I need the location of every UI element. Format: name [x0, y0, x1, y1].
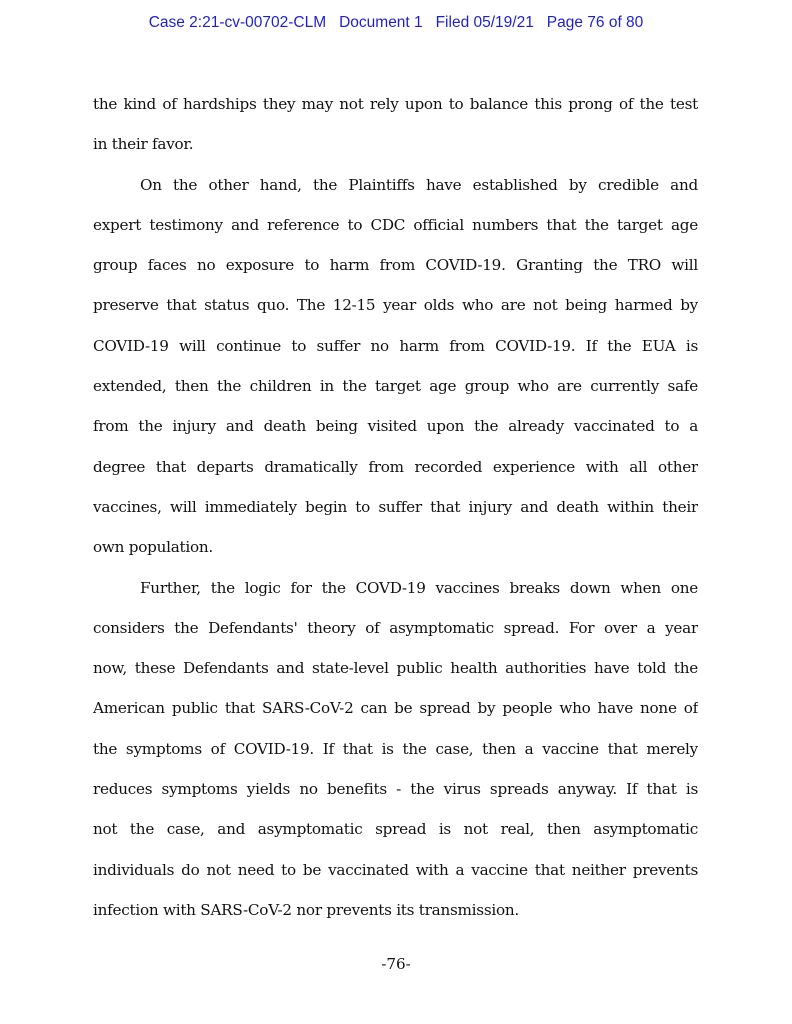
- text-line: degree that departs dramatically from recorded experience with all other: [93, 457, 698, 476]
- text-line: individuals do not need to be vaccinated with a vaccine that neither prevents: [93, 860, 698, 879]
- text-line: American public that SARS-CoV-2 can be spread by people who have none of: [93, 699, 698, 718]
- case-number: Case 2:21-cv-00702-CLM: [148, 14, 327, 31]
- text-line: not the case, and asymptomatic spread is not real, then asymptomatic: [93, 820, 698, 839]
- text-line: reduces symptoms yields no benefits - the virus spreads anyway. If that is: [93, 780, 698, 799]
- text-line: now, these Defendants and state-level public health authorities have told the: [93, 659, 698, 678]
- text-line: Further, the logic for the COVD-19 vaccines breaks down when one: [140, 578, 698, 597]
- document-number: Document 1: [339, 14, 423, 31]
- paragraph-3: [93, 568, 698, 931]
- text-line: the symptoms of COVID-19. If that is the case, then a vaccine that merely: [93, 739, 698, 758]
- text-line: from the injury and death being visited upon the already vaccinated to a: [93, 417, 698, 436]
- page-indicator: Page 76 of 80: [546, 14, 644, 31]
- text-line: extended, then the children in the target age group who are currently safe: [93, 377, 698, 396]
- text-line: own population.: [93, 538, 213, 557]
- text-line: infection with SARS-CoV-2 nor prevents its transmission.: [93, 900, 519, 919]
- text-line: preserve that status quo. The 12-15 year olds who are not being harmed by: [93, 296, 698, 315]
- page-number: -76-: [381, 955, 411, 973]
- filed-date: Filed 05/19/21: [435, 14, 534, 31]
- text-line: vaccines, will immediately begin to suffer that injury and death within their: [93, 497, 698, 516]
- text-line: On the other hand, the Plaintiffs have established by credible and: [140, 175, 698, 194]
- text-line: expert testimony and reference to CDC official numbers that the target age: [93, 215, 698, 234]
- text-line: the kind of hardships they may not rely upon to balance this prong of the test: [93, 95, 698, 113]
- paragraph-2: [93, 165, 698, 568]
- text-line: considers the Defendants' theory of asymptomatic spread. For over a year: [93, 618, 698, 637]
- document-body: [93, 84, 698, 930]
- paragraph-1: [93, 84, 698, 165]
- text-line: group faces no exposure to harm from COVID-19. Granting the TRO will: [93, 256, 698, 275]
- text-line: COVID-19 will continue to suffer no harm from COVID-19. If the EUA is: [93, 336, 698, 355]
- text-line: in their favor.: [93, 135, 194, 154]
- court-filing-header: [0, 13, 792, 33]
